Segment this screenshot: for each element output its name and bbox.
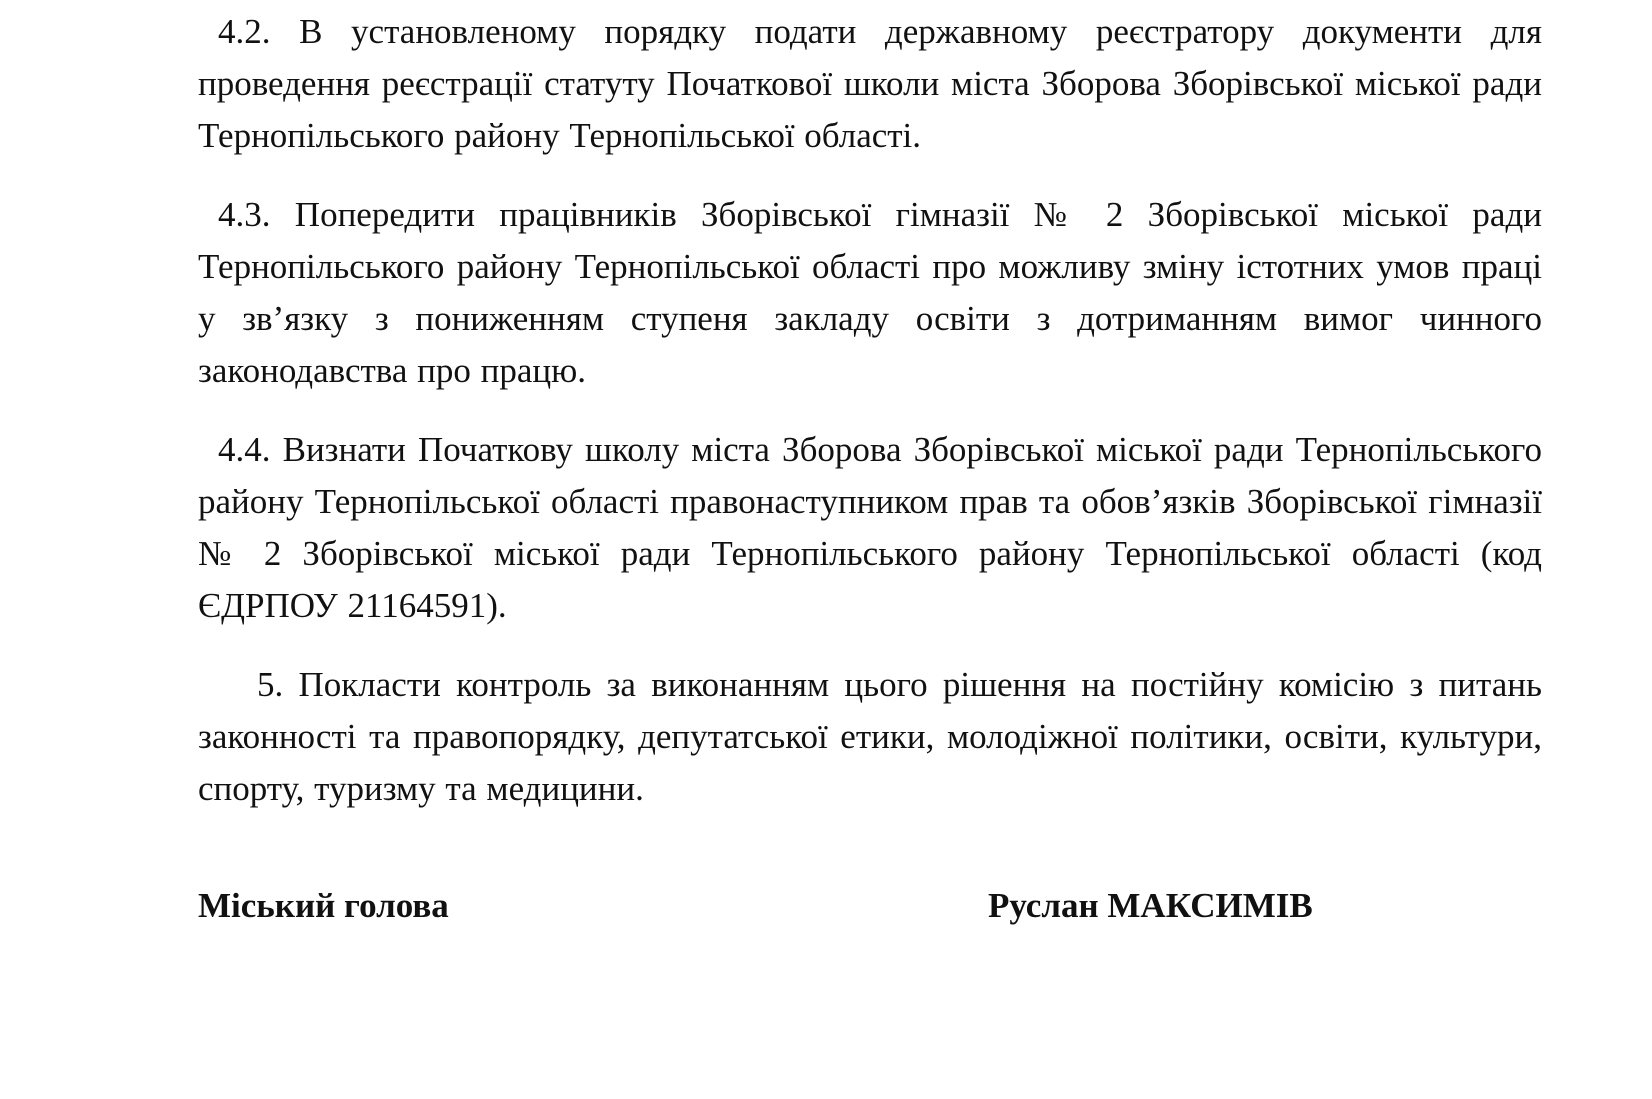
signature-title: Міський голова [198, 886, 449, 925]
paragraph-4-2: 4.2. В установленому порядку подати державному реєстратору документи для проведення реєстрації статуту Початкової школи міста Зборова Зборівської міської ради Тернопільського району Тернопільської області. [198, 12, 1542, 155]
paragraph-4-3: 4.3. Попередити працівників Зборівської гімназії № 2 Зборівської міської ради Тернопільського району Тернопільської області про можливу зміну істотних умов праці у зв’язку з пониженням ступеня закладу освіти з дотриманням вимог чинного законодавства про працю. [198, 195, 1542, 390]
paragraph-4-4: 4.4. Визнати Початкову школу міста Зборова Зборівської міської ради Тернопільського району Тернопільської області правонаступником прав та обов’язків Зборівської гімназії № 2 Зборівської міської ради Тернопільського району Тернопільської області (код ЄДРПОУ 21164591). [198, 430, 1542, 625]
paragraph-5: 5. Покласти контроль за виконанням цього рішення на постійну комісію з питань законності та правопорядку, депутатської етики, молодіжної політики, освіти, культури, спорту, туризму та медицини. [198, 665, 1542, 808]
signature-name: Руслан МАКСИМІВ [988, 886, 1313, 925]
